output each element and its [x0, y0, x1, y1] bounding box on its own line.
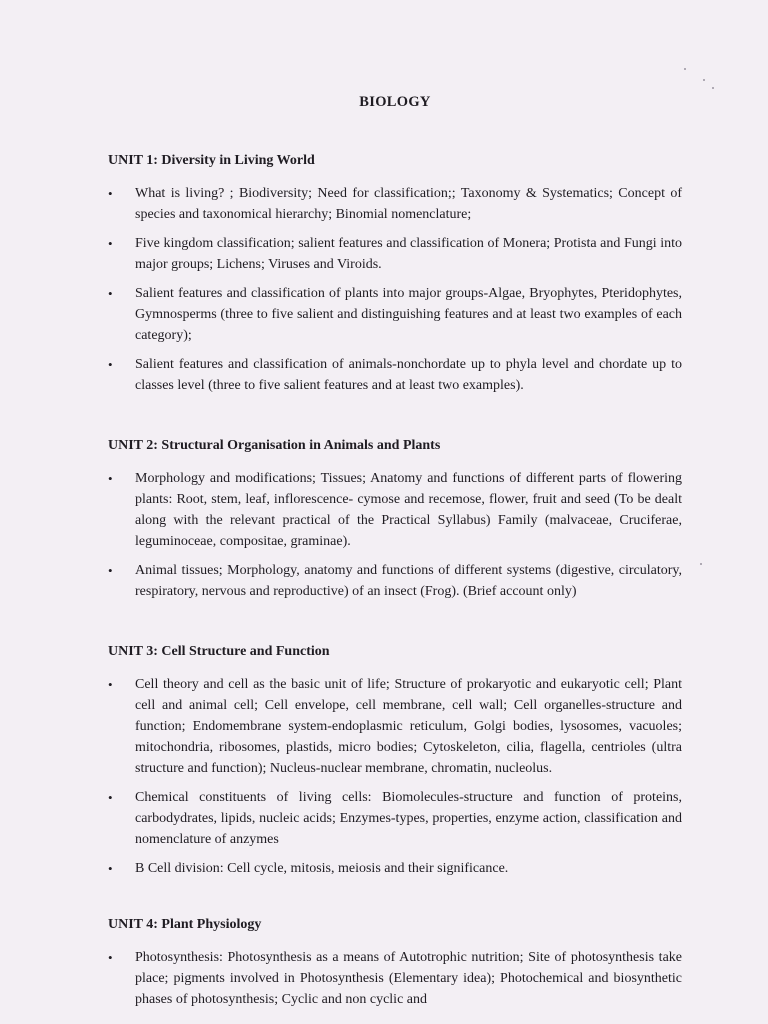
- unit-3-topic-list: [108, 674, 682, 879]
- list-item: [108, 183, 682, 225]
- topic-text: Animal tissues; Morphology, anatomy and functions of different systems (digestive, circulatory, respiratory, nervous and reproductive) of an insect (Frog). (Brief account only): [135, 563, 682, 599]
- bullet-icon: •: [108, 950, 113, 965]
- topic-text: Chemical constituents of living cells: Biomolecules-structure and function of proteins, carbodydrates, lipids, nucleic acids; Enzymes-types, properties, enzyme action, classification and nomenclature of anzymes: [135, 790, 682, 847]
- unit-3-section: [108, 644, 682, 879]
- topic-text: Salient features and classification of animals-nonchordate up to phyla level and chordate up to classes level (three to five salient features and at least two examples).: [135, 357, 682, 393]
- unit-3-heading: UNIT 3: Cell Structure and Function: [108, 644, 330, 659]
- scan-speck-mark: [712, 87, 714, 89]
- scan-speck-mark: [684, 68, 686, 70]
- topic-text: B Cell division: Cell cycle, mitosis, meiosis and their significance.: [135, 861, 509, 876]
- topic-text: Five kingdom classification; salient features and classification of Monera; Protista and Fungi into major groups; Lichens; Viruses and Viroids.: [135, 236, 682, 272]
- scan-speck-mark: [703, 79, 705, 81]
- bullet-icon: •: [108, 471, 113, 486]
- unit-2-section: [108, 438, 682, 602]
- scan-speck-mark: [700, 563, 702, 565]
- topic-text: What is living? ; Biodiversity; Need for classification;; Taxonomy & Systematics; Concept of species and taxonomical hierarchy; Binomial nomenclature;: [135, 186, 682, 222]
- unit-1-heading: UNIT 1: Diversity in Living World: [108, 153, 315, 168]
- bullet-icon: •: [108, 790, 113, 805]
- bullet-icon: •: [108, 186, 113, 201]
- unit-4-topic-list: [108, 947, 682, 1010]
- unit-2-topic-list: [108, 468, 682, 602]
- section-spacer: [108, 887, 682, 917]
- section-spacer: [108, 404, 682, 438]
- topic-text: Salient features and classification of plants into major groups-Algae, Bryophytes, Pteridophytes, Gymnosperms (three to five salient and distinguishing features and at least two examples of each category);: [135, 286, 682, 343]
- unit-1-topic-list: [108, 183, 682, 396]
- document-title: BIOLOGY: [359, 94, 431, 110]
- topic-text: Photosynthesis: Photosynthesis as a means of Autotrophic nutrition; Site of photosynthesis take place; pigments involved in Photosynthesis (Elementary idea); Photochemical and biosynthetic phases of photosynthesis; Cyclic and non cyclic and: [135, 950, 682, 1007]
- unit-1-section: [108, 153, 682, 396]
- bullet-icon: •: [108, 563, 113, 578]
- list-item: [108, 560, 682, 602]
- bullet-icon: •: [108, 236, 113, 251]
- list-item: [108, 283, 682, 346]
- section-spacer: [108, 610, 682, 644]
- unit-4-section: [108, 917, 682, 1010]
- topic-text: Cell theory and cell as the basic unit of life; Structure of prokaryotic and eukaryotic cell; Plant cell and animal cell; Cell envelope, cell membrane, cell wall; Cell organelles-structure and function; Endomembrane system-endoplasmic reticulum, Golgi bodies, lysosomes, vacuoles; mitochondria, ribosomes, plastids, micro bodies; Cytoskeleton, cilia, flagella, centrioles (ultra structure and function); Nucleus-nuclear membrane, chromatin, nucleolus.: [135, 677, 682, 776]
- bullet-icon: •: [108, 861, 113, 876]
- list-item: [108, 858, 682, 879]
- bullet-icon: •: [108, 677, 113, 692]
- list-item: [108, 233, 682, 275]
- unit-2-heading: UNIT 2: Structural Organisation in Animals and Plants: [108, 438, 441, 453]
- list-item: [108, 947, 682, 1010]
- list-item: [108, 468, 682, 552]
- topic-text: Morphology and modifications; Tissues; Anatomy and functions of different parts of flowering plants: Root, stem, leaf, inflorescence- cymose and recemose, flower, fruit and seed (To be dealt along with the relevant practical of the Practical Syllabus) Family (malvaceae, Cruciferae, leguminoceae, compositae, graminae).: [135, 471, 682, 549]
- list-item: [108, 674, 682, 779]
- bullet-icon: •: [108, 357, 113, 372]
- unit-4-heading: UNIT 4: Plant Physiology: [108, 917, 262, 932]
- bullet-icon: •: [108, 286, 113, 301]
- list-item: [108, 787, 682, 850]
- list-item: [108, 354, 682, 396]
